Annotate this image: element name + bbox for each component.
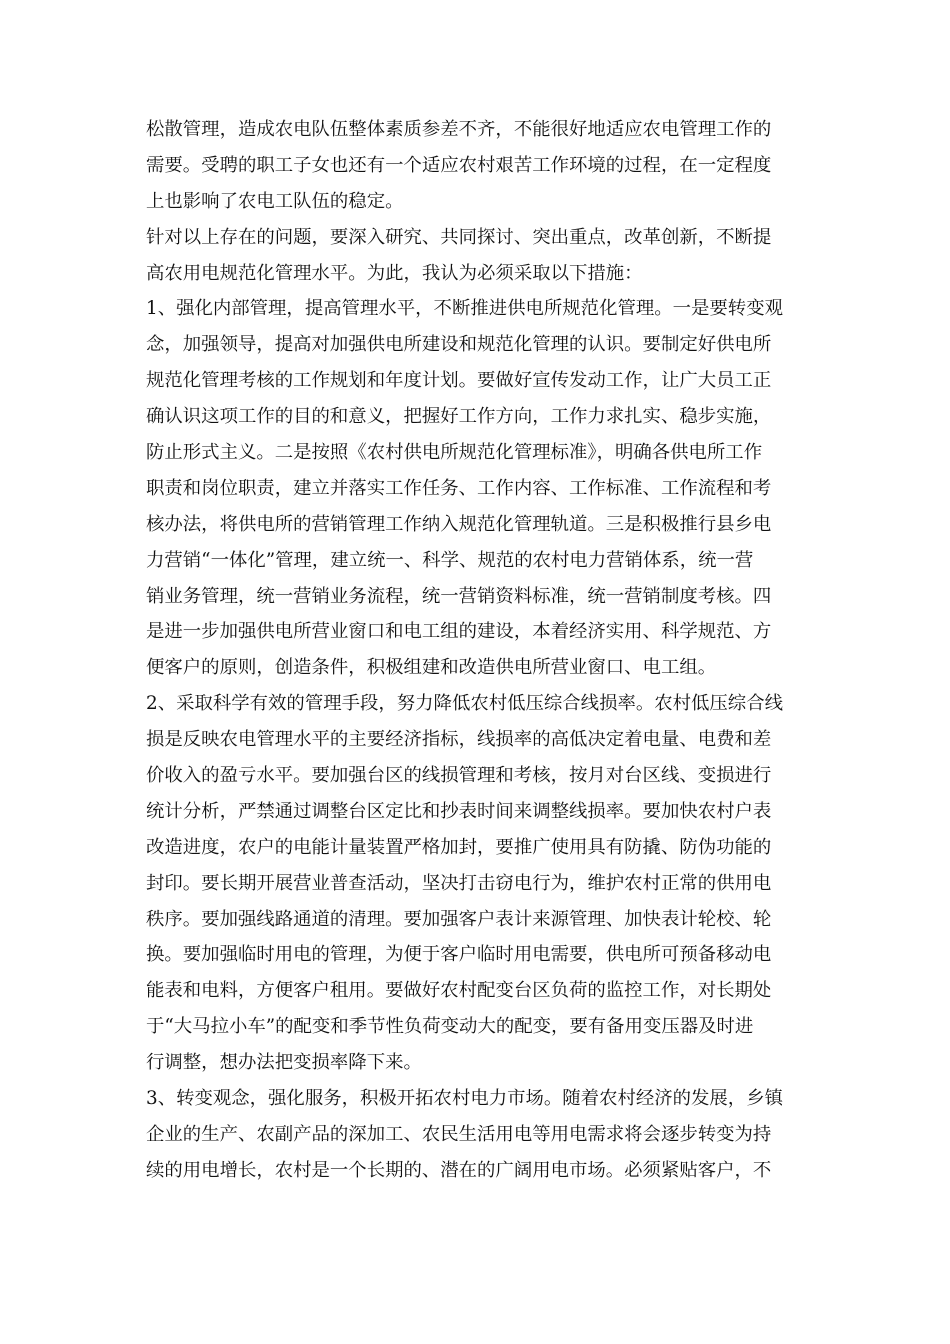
text-line: 力营销“一体化”管理，建立统一、科学、规范的农村电力营销体系，统一营 — [146, 549, 754, 571]
text-line: 销业务管理，统一营销业务流程，统一营销资料标准，统一营销制度考核。四 — [146, 585, 772, 607]
body-text — [146, 112, 814, 1189]
text-line: 秩序。要加强线路通道的清理。要加强客户表计来源管理、加快表计轮校、轮 — [146, 908, 772, 930]
text-line: 规范化管理考核的工作规划和年度计划。要做好宣传发动工作，让广大员工正 — [146, 370, 772, 392]
text-line: 于“大马拉小车”的配变和季节性负荷变动大的配变，要有备用变压器及时进 — [146, 1016, 754, 1038]
text-line: 统计分析，严禁通过调整台区定比和抄表时间来调整线损率。要加快农村户表 — [146, 800, 772, 822]
text-line: 松散管理，造成农电队伍整体素质参差不齐，不能很好地适应农电管理工作的 — [146, 119, 772, 140]
text-line: 3、转变观念，强化服务，积极开拓农村电力市场。随着农村经济的发展，乡镇 — [146, 1088, 783, 1110]
text-line: 针对以上存在的问题，要深入研究、共同探讨、突出重点，改革创新，不断提 — [146, 226, 772, 248]
text-line: 念，加强领导，提高对加强供电所建设和规范化管理的认识。要制定好供电所 — [146, 334, 772, 356]
text-line: 2、采取科学有效的管理手段，努力降低农村低压综合线损率。农村低压综合线 — [146, 693, 783, 715]
text-line: 高农用电规范化管理水平。为此，我认为必须采取以下措施： — [146, 262, 643, 284]
text-line: 能表和电料，方便客户租用。要做好农村配变台区负荷的监控工作，对长期处 — [146, 980, 772, 1002]
text-line: 上也影响了农电工队伍的稳定。 — [146, 190, 404, 212]
text-line: 行调整，想办法把变损率降下来。 — [146, 1052, 422, 1074]
text-line: 便客户的原则，创造条件，积极组建和改造供电所营业窗口、电工组。 — [146, 657, 717, 679]
text-line: 换。要加强临时用电的管理，为便于客户临时用电需要，供电所可预备移动电 — [146, 944, 772, 966]
text-line: 续的用电增长，农村是一个长期的、潜在的广阔用电市场。必须紧贴客户，不 — [146, 1159, 772, 1181]
text-line: 1、强化内部管理，提高管理水平，不断推进供电所规范化管理。一是要转变观 — [146, 298, 783, 320]
text-line: 价收入的盈亏水平。要加强台区的线损管理和考核，按月对台区线、变损进行 — [146, 765, 772, 787]
text-line: 核办法，将供电所的营销管理工作纳入规范化管理轨道。三是积极推行县乡电 — [146, 513, 772, 535]
text-line: 确认识这项工作的目的和意义，把握好工作方向，工作力求扎实、稳步实施， — [146, 406, 772, 428]
text-line: 企业的生产、农副产品的深加工、农民生活用电等用电需求将会逐步转变为持 — [146, 1123, 772, 1145]
text-line: 需要。受聘的职工子女也还有一个适应农村艰苦工作环境的过程，在一定程度 — [146, 154, 772, 176]
text-line: 是进一步加强供电所营业窗口和电工组的建设，本着经济实用、科学规范、方 — [146, 621, 772, 643]
text-line: 封印。要长期开展营业普查活动，坚决打击窃电行为，维护农村正常的供用电 — [146, 872, 772, 894]
text-line: 防止形式主义。二是按照《农村供电所规范化管理标准》，明确各供电所工作 — [146, 442, 763, 464]
text-line: 改造进度，农户的电能计量装置严格加封，要推广使用具有防撬、防伪功能的 — [146, 836, 772, 858]
text-line: 损是反映农电管理水平的主要经济指标，线损率的高低决定着电量、电费和差 — [146, 729, 772, 751]
text-line: 职责和岗位职责，建立并落实工作任务、工作内容、工作标准、工作流程和考 — [146, 477, 772, 499]
